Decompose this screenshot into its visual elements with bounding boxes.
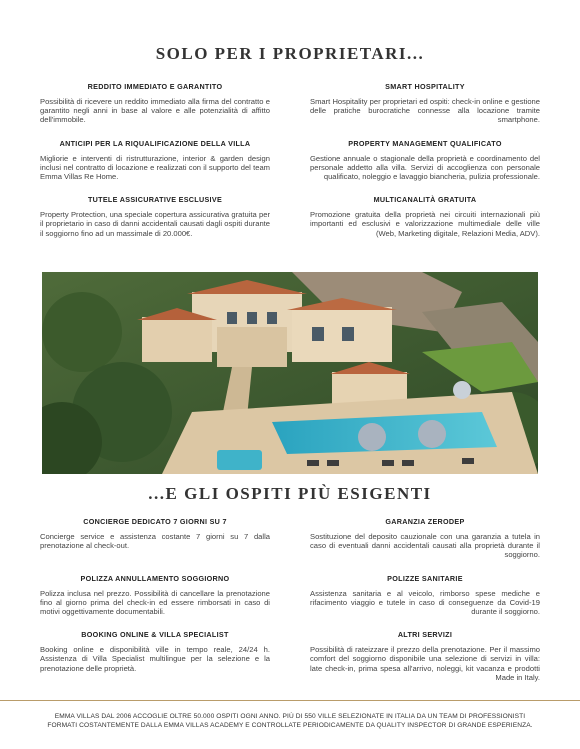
benefit-heading: REDDITO IMMEDIATO E GARANTITO bbox=[87, 82, 223, 91]
benefit-text: Smart Hospitality per proprietari ed ospiti: check-in online e gestione delle pratiche burocratiche connesse alla locazione tramite smartphone. bbox=[310, 97, 540, 125]
benefit-text: Booking online e disponibilità ville in tempo reale, 24/24 h. Assistenza di Villa Specialist multilingue per la selezione e la prenotazione delle proprietà. bbox=[40, 645, 270, 673]
villa-aerial-photo bbox=[42, 272, 538, 474]
benefit-heading: GARANZIA ZERODEP bbox=[385, 517, 465, 526]
lounger bbox=[307, 460, 319, 466]
owners-benefits-grid bbox=[40, 82, 540, 238]
benefit-text: Possibilità di rateizzare il prezzo della prenotazione. Per il massimo comfort del soggiorno disponibile una selezione di servizi in villa: late check-in, prima spesa all'arrivo, noleggi, kit vacanza e prodotti Made in Italy. bbox=[310, 645, 540, 682]
benefit-text: Property Protection, una speciale copertura assicurativa gratuita per il proprietario in caso di danni accidentali causati dagli ospiti durante il soggiorno fino ad un massimale di 20.000€. bbox=[40, 210, 270, 238]
umbrella bbox=[453, 381, 471, 399]
benefit-heading: BOOKING ONLINE & VILLA SPECIALIST bbox=[81, 630, 229, 640]
window bbox=[312, 327, 324, 341]
footer-divider bbox=[0, 700, 580, 701]
benefit-card bbox=[310, 574, 540, 617]
benefit-text: Assistenza sanitaria e al veicolo, rimborso spese mediche e rifacimento viaggio e tutele in caso di conseguenze da Covid-19 durante il soggiorno. bbox=[310, 588, 540, 617]
lounger bbox=[402, 460, 414, 466]
benefit-card bbox=[40, 139, 270, 182]
window bbox=[342, 327, 354, 341]
lounger bbox=[382, 460, 394, 466]
benefit-card bbox=[40, 517, 270, 560]
section-title-owners: SOLO PER I PROPRIETARI... bbox=[155, 44, 425, 63]
jacuzzi bbox=[217, 450, 262, 470]
benefit-heading: POLIZZE SANITARIE bbox=[387, 573, 463, 583]
window bbox=[247, 312, 257, 324]
benefit-card bbox=[40, 574, 270, 617]
benefit-heading: ALTRI SERVIZI bbox=[397, 630, 453, 640]
umbrella bbox=[418, 420, 446, 448]
window bbox=[227, 312, 237, 324]
benefit-heading: CONCIERGE DEDICATO 7 GIORNI SU 7 bbox=[83, 517, 227, 526]
lounger bbox=[327, 460, 339, 466]
benefit-text: Migliorie e interventi di ristrutturazione, interior & garden design inclusi nel contratto di locazione e realizzati con il supporto del team Emma Villas Re Home. bbox=[40, 153, 270, 182]
benefit-heading: POLIZZA ANNULLAMENTO SOGGIORNO bbox=[80, 573, 230, 583]
benefit-card bbox=[310, 139, 540, 182]
benefit-card bbox=[40, 630, 270, 682]
benefit-heading: TUTELE ASSICURATIVE ESCLUSIVE bbox=[87, 195, 223, 205]
benefit-text: Sostituzione del deposito cauzionale con una garanzia a tutela in caso di eventuali danni accidentali causati alla proprietà durante il soggiorno. bbox=[310, 532, 540, 560]
villa-wing bbox=[142, 317, 212, 362]
benefit-card bbox=[310, 82, 540, 125]
benefit-card bbox=[40, 82, 270, 125]
section-title-guests: ...E GLI OSPITI PIÙ ESIGENTI bbox=[148, 484, 432, 503]
benefit-text: Promozione gratuita della proprietà nei circuiti internazionali più importanti ed esclusivi e valorizzazione multimediale delle ville (Web, Marketing digitale, Relazioni Media, ADV). bbox=[310, 210, 540, 238]
window bbox=[267, 312, 277, 324]
villa-illustration bbox=[42, 272, 538, 474]
umbrella bbox=[358, 423, 386, 451]
guests-benefits-grid bbox=[40, 517, 540, 682]
benefit-heading: SMART HOSPITALITY bbox=[385, 82, 465, 91]
footer-line: EMMA VILLAS DAL 2006 ACCOGLIE OLTRE 50.000 OSPITI OGNI ANNO. PIÙ DI 550 VILLE SELEZIONATE IN ITALIA DA UN TEAM DI PROFESSIONISTI bbox=[54, 713, 526, 720]
benefit-text: Concierge service e assistenza costante 7 giorni su 7 dalla prenotazione al check-out. bbox=[40, 532, 270, 551]
benefit-text: Gestione annuale o stagionale della proprietà e coordinamento del personale addetto alla villa. Servizi di accoglienza con personale qualificato, noleggio e lavaggio biancheria, pulizia professionale. bbox=[310, 153, 540, 182]
footer-note bbox=[20, 712, 560, 730]
benefit-heading: ANTICIPI PER LA RIQUALIFICAZIONE DELLA VILLA bbox=[59, 138, 251, 148]
benefit-card bbox=[310, 517, 540, 560]
tree bbox=[42, 292, 122, 372]
footer-line: FORMATI COSTANTEMENTE DALLA EMMA VILLAS ACADEMY E CONTROLLATE PERIODICAMENTE DA QUALITY INSPECTOR DI GRANDE ESPERIENZA. bbox=[47, 722, 533, 729]
benefit-text: Possibilità di ricevere un reddito immediato alla firma del contratto e garantito negli anni in base al valore e alle potenzialità di affitto dell'immobile. bbox=[40, 97, 270, 125]
benefit-card bbox=[40, 195, 270, 238]
benefit-heading: MULTICANALITÀ GRATUITA bbox=[373, 195, 477, 205]
benefit-card bbox=[310, 630, 540, 682]
benefit-card bbox=[310, 195, 540, 238]
benefit-text: Polizza inclusa nel prezzo. Possibilità di cancellare la prenotazione fino al giorno prima del check-in ed essere rimborsati in caso di motivi oggettivamente documentabili. bbox=[40, 588, 270, 617]
lounger bbox=[462, 458, 474, 464]
benefit-heading: PROPERTY MANAGEMENT QUALIFICATO bbox=[348, 138, 502, 148]
terrace bbox=[217, 327, 287, 367]
